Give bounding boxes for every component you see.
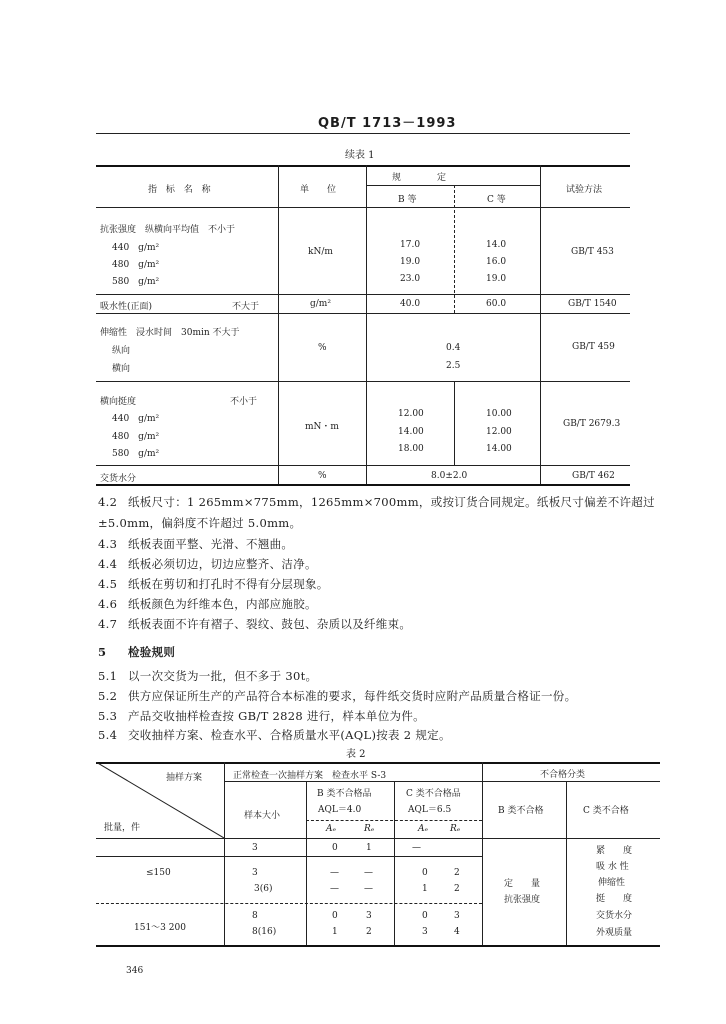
batch-header: 批量，件	[104, 823, 141, 833]
sample-size-value: 3(6)	[254, 884, 273, 894]
c-ac-value: 1	[422, 884, 428, 894]
sample-size-value: 3	[252, 868, 258, 878]
clause-number: 5.4	[98, 728, 118, 742]
moisture-method: GB/T 462	[572, 471, 615, 481]
tensile-b-value: 19.0	[400, 257, 421, 267]
clause-text: 供方应保证所生产的产品符合本标准的要求，每件纸交货时应附产品质量合格证一份。	[128, 689, 577, 703]
c-class-item: 外观质量	[596, 928, 633, 938]
sample-size-header: 样本大小	[244, 811, 281, 821]
b-class-header: B 类不合格品	[317, 789, 372, 799]
b-ac-value: 0	[332, 911, 338, 921]
table2-title: 表 2	[346, 749, 366, 760]
sample-size-value: 8(16)	[252, 927, 277, 937]
b-re-value: —	[364, 868, 373, 878]
moisture-unit: %	[318, 471, 327, 481]
c-re-value: 2	[454, 884, 460, 894]
moisture-value: 8.0±2.0	[431, 471, 468, 481]
c-class-item: 挺 度	[596, 894, 633, 904]
stiffness-unit: mN・m	[305, 422, 339, 432]
tensile-c-value: 19.0	[486, 274, 507, 284]
stiffness-c-value: 14.00	[486, 444, 512, 454]
tensile-name: 抗张强度 纵横向平均值 不小于	[100, 225, 236, 235]
tensile-b-value: 17.0	[400, 240, 421, 250]
col-spec-header: 规 定	[392, 173, 447, 183]
section-heading	[98, 644, 175, 660]
col-indicator-header: 指 标 名 称	[148, 185, 214, 195]
absorb-unit: g/m²	[310, 299, 331, 309]
c-class-item: 伸缩性	[598, 878, 626, 888]
clause-number: 4.2	[98, 495, 118, 509]
sampling-plan-header: 抽样方案	[166, 773, 203, 783]
section-title: 检验规则	[128, 645, 176, 659]
expansion-item: 横向	[112, 364, 131, 374]
clause-number: 4.4	[98, 557, 118, 571]
b-ac-value: —	[330, 884, 339, 894]
col-unit-header: 单 位	[300, 185, 337, 195]
page-number: 346	[126, 966, 144, 976]
b-re-value: 2	[366, 927, 372, 937]
b-ac-value: 1	[332, 927, 338, 937]
c-ac-value: 0	[422, 911, 428, 921]
clause	[98, 536, 293, 552]
absorb-name: 吸水性(正面)	[100, 302, 153, 312]
c-re-header: Rₑ	[450, 824, 461, 834]
clause-text: 纸板尺寸：1 265mm×775mm，1265mm×700mm，或按订货合同规定。纸板尺寸偏差不许超过	[128, 495, 655, 509]
stiffness-name: 横向挺度	[100, 397, 137, 407]
c-class-header: C 类不合格品	[406, 789, 461, 799]
clause-continuation	[98, 515, 301, 531]
clause	[98, 576, 329, 592]
sample-size-value: 8	[252, 911, 258, 921]
tensile-method: GB/T 453	[571, 247, 614, 257]
b-ac-header: Aₑ	[326, 824, 336, 834]
nonconform-class-header: 不合格分类	[540, 770, 586, 780]
moisture-name: 交货水分	[100, 474, 137, 484]
b-re-value: —	[364, 884, 373, 894]
tensile-item: 440 g/m²	[112, 243, 160, 253]
tensile-c-value: 14.0	[486, 240, 507, 250]
clause	[98, 494, 655, 510]
tensile-b-value: 23.0	[400, 274, 421, 284]
clause-text: 纸板在剪切和打孔时不得有分层现象。	[128, 577, 329, 591]
c-re-value: 4	[454, 927, 460, 937]
table1-title: 续表 1	[345, 150, 375, 161]
stiffness-item: 440 g/m²	[112, 414, 160, 424]
clause-text: ±5.0mm，偏斜度不许超过 5.0mm。	[98, 516, 302, 530]
tensile-item: 480 g/m²	[112, 260, 160, 270]
c-class-item: 紧 度	[596, 846, 633, 856]
c-nonconform-header: C 类不合格	[583, 806, 629, 816]
stiffness-c-value: 10.00	[486, 409, 512, 419]
col-method-header: 试验方法	[566, 185, 603, 195]
clause-text: 纸板必须切边，切边应整齐、洁净。	[128, 557, 317, 571]
clause-number: 4.7	[98, 617, 118, 631]
absorb-c-value: 60.0	[486, 299, 507, 309]
c-ac-header: Aₑ	[418, 824, 428, 834]
b-nonconform-header: B 类不合格	[498, 806, 544, 816]
b-class-item: 定 量	[504, 879, 541, 889]
normal-inspection-header: 正常检查一次抽样方案 检查水平 S-3	[233, 771, 387, 781]
b-re-value: 1	[366, 843, 372, 853]
clause	[98, 668, 317, 684]
c-class-item: 吸 水 性	[596, 862, 629, 872]
header-rule	[96, 133, 630, 134]
c-class-item: 交货水分	[596, 911, 633, 921]
c-re-value: 3	[454, 911, 460, 921]
clause	[98, 688, 576, 704]
tensile-item: 580 g/m²	[112, 277, 160, 287]
absorb-method: GB/T 1540	[568, 299, 617, 309]
stiffness-c-value: 12.00	[486, 427, 512, 437]
col-grade-c-header: C 等	[487, 195, 506, 205]
c-ac-value: —	[412, 843, 421, 853]
clause-number: 4.6	[98, 597, 118, 611]
clause	[98, 616, 411, 632]
stiffness-b-value: 14.00	[398, 427, 424, 437]
clause-text: 以一次交货为一批，但不多于 30t。	[128, 669, 318, 683]
c-aql: AQL＝6.5	[408, 805, 452, 815]
b-ac-value: —	[330, 868, 339, 878]
b-re-value: 3	[366, 911, 372, 921]
expansion-value: 2.5	[446, 361, 461, 371]
stiffness-item: 580 g/m²	[112, 449, 160, 459]
standard-number: QB/T 1713－1993	[318, 116, 457, 131]
absorb-limit: 不大于	[232, 302, 260, 312]
clause	[98, 556, 317, 572]
batch-size: 151～3 200	[134, 923, 186, 933]
expansion-method: GB/T 459	[572, 342, 615, 352]
clause-text: 纸板表面平整、光滑、不翘曲。	[128, 537, 294, 551]
batch-size: ≤150	[146, 868, 171, 878]
b-aql: AQL＝4.0	[318, 805, 362, 815]
clause-text: 纸板颜色为纤维本色，内部应施胶。	[128, 597, 317, 611]
c-ac-value: 3	[422, 927, 428, 937]
section-number: 5	[98, 645, 107, 659]
b-ac-value: 0	[332, 843, 338, 853]
absorb-b-value: 40.0	[400, 299, 421, 309]
clause-text: 交收抽样方案、检查水平、合格质量水平(AQL)按表 2 规定。	[128, 728, 451, 742]
clause-number: 5.3	[98, 709, 118, 723]
expansion-value: 0.4	[446, 343, 461, 353]
clause-number: 4.3	[98, 537, 118, 551]
stiffness-item: 480 g/m²	[112, 432, 160, 442]
clause-text: 纸板表面不许有褶子、裂纹、鼓包、杂质以及纤维束。	[128, 617, 412, 631]
expansion-unit: %	[318, 343, 327, 353]
clause-number: 5.2	[98, 689, 118, 703]
tensile-unit: kN/m	[308, 247, 333, 257]
c-re-value: 2	[454, 868, 460, 878]
c-ac-value: 0	[422, 868, 428, 878]
clause	[98, 727, 451, 743]
col-grade-b-header: B 等	[398, 195, 417, 205]
stiffness-b-value: 18.00	[398, 444, 424, 454]
stiffness-b-value: 12.00	[398, 409, 424, 419]
b-class-item: 抗张强度	[504, 895, 541, 905]
clause	[98, 596, 317, 612]
expansion-item: 纵向	[112, 346, 131, 356]
clause-text: 产品交收抽样检查按 GB/T 2828 进行，样本单位为件。	[128, 709, 425, 723]
clause-number: 4.5	[98, 577, 118, 591]
expansion-name: 伸缩性 浸水时间 30min 不大于	[100, 328, 240, 338]
stiffness-method: GB/T 2679.3	[563, 419, 621, 429]
clause-number: 5.1	[98, 669, 118, 683]
b-re-header: Rₑ	[364, 824, 375, 834]
tensile-c-value: 16.0	[486, 257, 507, 267]
clause	[98, 708, 425, 724]
sample-size-value: 3	[252, 843, 258, 853]
stiffness-limit: 不小于	[230, 397, 258, 407]
